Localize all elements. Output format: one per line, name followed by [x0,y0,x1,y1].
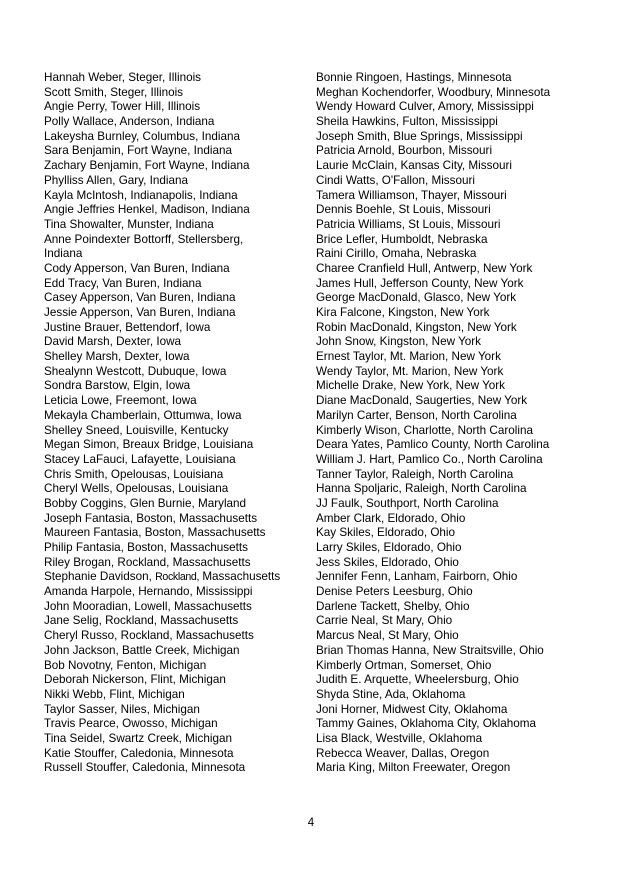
list-line: Stacey LaFauci, Lafayette, Louisiana [44,452,236,466]
list-line: Joseph Fantasia, Boston, Massachusetts [44,511,258,525]
list-line: Sondra Barstow, Elgin, Iowa [44,379,191,393]
list-line: Shyda Stine, Ada, Oklahoma [316,687,466,701]
list-line: Laurie McClain, Kansas City, Missouri [316,159,512,173]
list-line: Marilyn Carter, Benson, North Carolina [316,408,517,422]
list-line: Riley Brogan, Rockland, Massachusetts [44,555,251,569]
list-line: Bobby Coggins, Glen Burnie, Maryland [44,496,247,510]
list-line: Darlene Tackett, Shelby, Ohio [316,599,470,613]
list-line: James Hull, Jefferson County, New York [316,276,524,290]
list-line: Justine Brauer, Bettendorf, Iowa [44,320,211,334]
list-line: Megan Simon, Breaux Bridge, Louisiana [44,438,254,452]
list-line: Shelley Sneed, Louisville, Kentucky [44,423,229,437]
list-line: Kimberly Ortman, Somerset, Ohio [316,658,492,672]
text-segment: Stephanie Davidson, [44,570,156,584]
list-line: Kimberly Wison, Charlotte, North Carolina [316,423,533,437]
list-line: Jessie Apperson, Van Buren, Indiana [44,306,236,319]
list-line: Cody Apperson, Van Buren, Indiana [44,261,230,275]
list-line: Diane MacDonald, Saugerties, New York [316,394,528,408]
list-line: Travis Pearce, Owosso, Michigan [44,717,218,731]
list-line: Judith E. Arquette, Wheelersburg, Ohio [316,673,519,687]
list-line: David Marsh, Dexter, Iowa [44,335,182,349]
list-line: Charee Cranfield Hull, Antwerp, New York [316,261,533,275]
list-line: John Snow, Kingston, New York [316,335,482,349]
list-line: Zachary Benjamin, Fort Wayne, Indiana [44,159,250,173]
list-line: Cheryl Russo, Rockland, Massachusetts [44,629,254,643]
list-line: Angie Jeffries Henkel, Madison, Indiana [44,203,250,217]
list-line: Indiana [44,247,83,261]
list-line: Rebecca Weaver, Dallas, Oregon [316,746,490,760]
list-line: Marcus Neal, St Mary, Ohio [316,629,459,643]
list-line: Joseph Smith, Blue Springs, Mississippi [316,129,523,143]
list-line: Wendy Howard Culver, Amory, Mississippi [316,100,534,114]
list-line: Dennis Boehle, St Louis, Missouri [316,203,491,217]
list-line: Scott Smith, Steger, Illinois [44,85,184,99]
list-line: Jennifer Fenn, Lanham, Fairborn, Ohio [316,570,518,584]
list-line: Lisa Black, Westville, Oklahoma [316,731,483,745]
list-line: Larry Skiles, Eldorado, Ohio [316,541,462,554]
name-list-column-right [316,71,616,776]
list-line: Amber Clark, Eldorado, Ohio [316,511,466,525]
list-line: Deara Yates, Pamlico County, North Carolina [316,438,550,452]
list-line: Michelle Drake, New York, New York [316,379,506,393]
list-line: Philip Fantasia, Boston, Massachusetts [44,541,248,554]
list-line: Russell Stouffer, Caledonia, Minnesota [44,761,246,775]
list-line: Maureen Fantasia, Boston, Massachusetts [44,526,266,540]
list-line: Shealynn Westcott, Dubuque, Iowa [44,364,227,378]
list-line: Polly Wallace, Anderson, Indiana [44,115,215,129]
list-line: Kayla McIntosh, Indianapolis, Indiana [44,188,238,202]
list-line: Patricia Arnold, Bourbon, Missouri [316,144,493,158]
list-line: Deborah Nickerson, Flint, Michigan [44,673,226,687]
list-line: William J. Hart, Pamlico Co., North Carolina [316,452,543,466]
page-number: 4 [307,817,315,829]
list-line: Jess Skiles, Eldorado, Ohio [316,555,459,569]
text-segment: Massachusetts [199,570,281,584]
list-line: Carrie Neal, St Mary, Ohio [316,614,453,628]
list-line: Amanda Harpole, Hernando, Mississippi [44,585,253,599]
list-line: Maria King, Milton Freewater, Oregon [316,761,511,775]
list-line: JJ Faulk, Southport, North Carolina [316,496,499,510]
list-line: Bonnie Ringoen, Hastings, Minnesota [316,71,512,84]
list-line: Nikki Webb, Flint, Michigan [44,687,185,701]
list-line: Cheryl Wells, Opelousas, Louisiana [44,482,229,496]
list-line: Bob Novotny, Fenton, Michigan [44,658,207,672]
list-line: Taylor Sasser, Niles, Michigan [44,702,200,716]
list-line: Brice Lefler, Humboldt, Nebraska [316,232,488,246]
list-line: Wendy Taylor, Mt. Marion, New York [316,364,504,378]
list-line: John Mooradian, Lowell, Massachusetts [44,599,252,613]
list-line: Patricia Williams, St Louis, Missouri [316,217,501,231]
list-line: George MacDonald, Glasco, New York [316,291,517,305]
list-line: Ernest Taylor, Mt. Marion, New York [316,350,501,364]
list-line: Hanna Spoljaric, Raleigh, North Carolina [316,482,527,496]
list-line: Angie Perry, Tower Hill, Illinois [44,100,201,114]
list-line: Tina Showalter, Munster, Indiana [44,217,214,231]
list-line: Lakeysha Burnley, Columbus, Indiana [44,129,240,143]
list-line [44,570,316,585]
list-line: Tina Seidel, Swartz Creek, Michigan [44,731,232,745]
name-list-column-left [44,71,316,776]
list-line: Katie Stouffer, Caledonia, Minnesota [44,746,234,760]
list-line: Mekayla Chamberlain, Ottumwa, Iowa [44,408,242,422]
list-line: Sara Benjamin, Fort Wayne, Indiana [44,144,232,158]
list-line: Casey Apperson, Van Buren, Indiana [44,291,236,305]
list-line: Anne Poindexter Bottorff, Stellersberg, [44,232,244,246]
list-line: Leticia Lowe, Freemont, Iowa [44,394,197,408]
list-line: Brian Thomas Hanna, New Straitsville, Ohio [316,643,544,657]
list-line: Jane Selig, Rockland, Massachusetts [44,614,239,628]
list-line: Kay Skiles, Eldorado, Ohio [316,526,456,540]
list-line: Robin MacDonald, Kingston, New York [316,320,517,334]
list-line: Tanner Taylor, Raleigh, North Carolina [316,467,514,481]
list-line: Tamera Williamson, Thayer, Missouri [316,188,507,202]
list-line: Chris Smith, Opelousas, Louisiana [44,467,224,481]
list-line: Shelley Marsh, Dexter, Iowa [44,350,190,364]
condensed-text: Rockland, [155,571,200,584]
list-line: Tammy Gaines, Oklahoma City, Oklahoma [316,717,536,731]
list-line: Denise Peters Leesburg, Ohio [316,585,473,599]
list-line: Raini Cirillo, Omaha, Nebraska [316,247,477,261]
list-line: Kira Falcone, Kingston, New York [316,306,490,319]
list-line: Phylliss Allen, Gary, Indiana [44,173,188,187]
list-line: John Jackson, Battle Creek, Michigan [44,643,240,657]
list-line: Joni Horner, Midwest City, Oklahoma [316,702,508,716]
list-line: Meghan Kochendorfer, Woodbury, Minnesota [316,85,551,99]
list-line: Cindi Watts, O'Fallon, Missouri [316,173,475,187]
list-line: Hannah Weber, Steger, Illinois [44,71,202,84]
list-line: Sheila Hawkins, Fulton, Mississippi [316,115,498,129]
list-line: Edd Tracy, Van Buren, Indiana [44,276,202,290]
